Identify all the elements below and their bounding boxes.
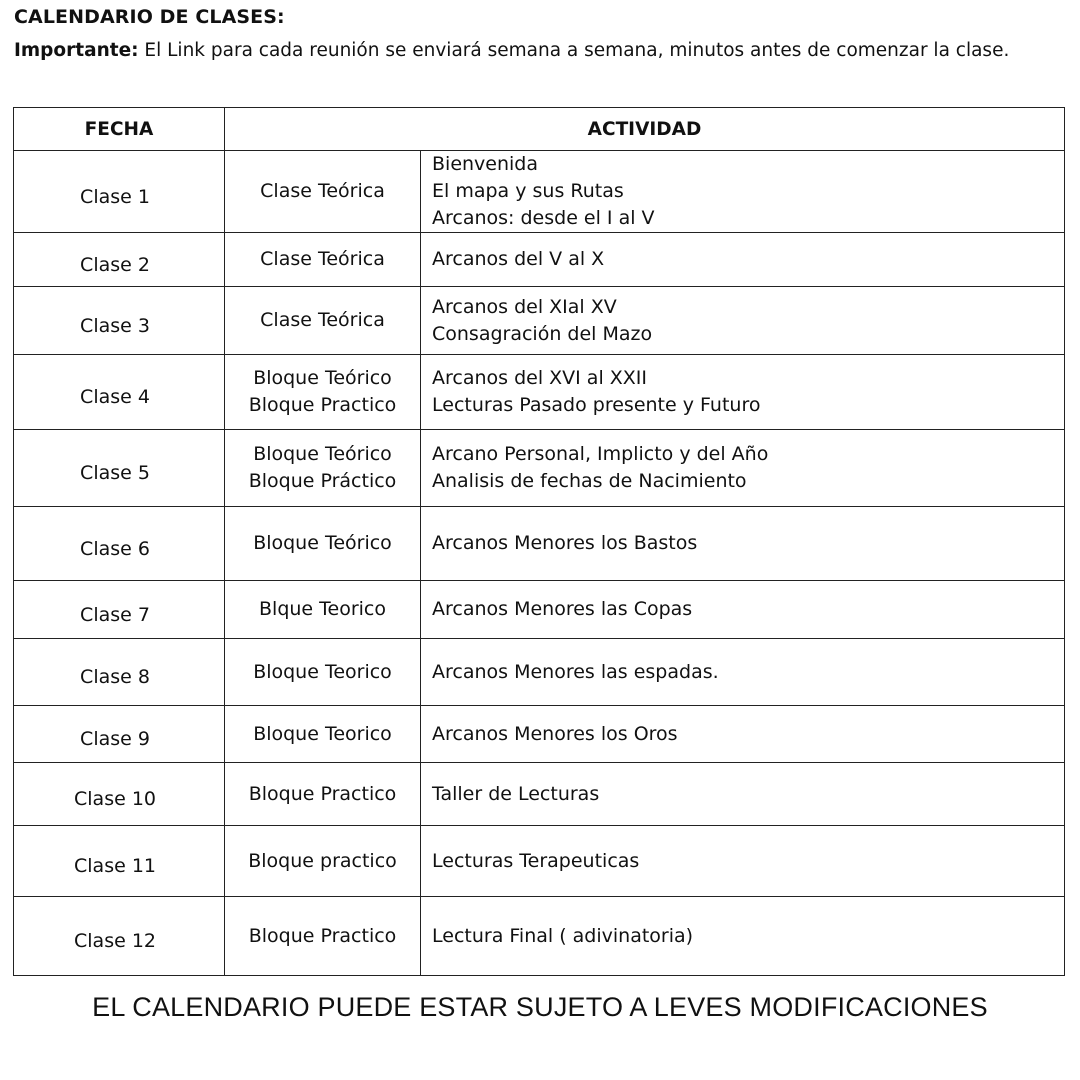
cell-fecha: Clase 11 [14, 826, 225, 897]
tipo-line: Bloque Teórico [253, 532, 392, 554]
cell-tipo [225, 639, 421, 706]
table-row [14, 287, 1065, 355]
cell-actividad [421, 507, 1065, 581]
tipo-line: Bloque Practico [248, 782, 397, 805]
actividad-line: Lecturas Terapeuticas [432, 849, 640, 872]
table-row [14, 430, 1065, 507]
cell-fecha: Clase 5 [14, 430, 225, 507]
tipo-line: Bloque Teorico [253, 660, 392, 683]
actividad-line: Arcano Personal, Implicto y del Año [432, 443, 769, 465]
cell-tipo [225, 151, 421, 233]
actividad-line: Arcanos Menores los Bastos [432, 532, 698, 554]
cell-actividad [421, 897, 1065, 976]
cell-tipo [225, 287, 421, 355]
cell-actividad [421, 355, 1065, 430]
tipo-line: Clase Teórica [260, 309, 385, 331]
cell-tipo [225, 581, 421, 639]
actividad-line: Analisis de fechas de Nacimiento [432, 470, 747, 492]
cell-actividad [421, 581, 1065, 639]
notice-text: El Link para cada reunión se enviará semana a semana, minutos antes de comenzar la clase. [138, 40, 1010, 61]
actividad-line: Consagración del Mazo [432, 322, 653, 345]
actividad-line: Taller de Lecturas [432, 782, 600, 805]
notice-label: Importante: [14, 40, 139, 61]
cell-fecha: Clase 12 [14, 897, 225, 976]
cell-actividad [421, 151, 1065, 233]
cell-tipo [225, 826, 421, 897]
cell-tipo [225, 355, 421, 430]
cell-fecha: Clase 4 [14, 355, 225, 430]
table-row [14, 639, 1065, 706]
class-calendar-table [13, 107, 1065, 976]
tipo-line: Bloque Practico [248, 394, 397, 416]
footer-disclaimer: EL CALENDARIO PUEDE ESTAR SUJETO A LEVES MODIFICACIONES [92, 992, 988, 1022]
important-notice [14, 37, 1014, 65]
cell-actividad [421, 430, 1065, 507]
tipo-line: Clase Teórica [260, 248, 385, 270]
actividad-line: Arcanos del V al X [432, 248, 605, 270]
table-row [14, 151, 1065, 233]
tipo-line: Bloque Teorico [253, 722, 392, 745]
tipo-line: Bloque Practico [248, 924, 397, 947]
actividad-line: Bienvenida [432, 153, 539, 175]
actividad-line: Lectura Final ( adivinatoria) [432, 924, 694, 947]
actividad-line: Arcanos: desde el I al V [432, 207, 655, 229]
tipo-line: Bloque Teórico [253, 367, 392, 389]
table-row [14, 581, 1065, 639]
cell-fecha: Clase 10 [14, 763, 225, 826]
cell-fecha: Clase 8 [14, 639, 225, 706]
cell-tipo [225, 706, 421, 763]
cell-tipo [225, 233, 421, 287]
cell-actividad [421, 826, 1065, 897]
cell-fecha: Clase 2 [14, 233, 225, 287]
cell-fecha: Clase 3 [14, 287, 225, 355]
cell-tipo [225, 507, 421, 581]
table-row [14, 507, 1065, 581]
cell-actividad [421, 233, 1065, 287]
cell-fecha: Clase 1 [14, 151, 225, 233]
cell-tipo [225, 763, 421, 826]
actividad-line: Arcanos Menores las Copas [432, 598, 693, 620]
cell-fecha: Clase 9 [14, 706, 225, 763]
table-header-row [14, 108, 1065, 151]
actividad-line: Arcanos Menores los Oros [432, 722, 678, 745]
cell-actividad [421, 706, 1065, 763]
cell-tipo [225, 430, 421, 507]
table-row [14, 897, 1065, 976]
table-row [14, 763, 1065, 826]
cell-actividad [421, 287, 1065, 355]
cell-fecha: Clase 7 [14, 581, 225, 639]
cell-actividad [421, 763, 1065, 826]
header-actividad: ACTIVIDAD [225, 108, 1065, 151]
table-row [14, 355, 1065, 430]
cell-actividad [421, 639, 1065, 706]
page-heading: CALENDARIO DE CLASES: [14, 6, 285, 28]
table-body [14, 151, 1065, 976]
cell-tipo [225, 897, 421, 976]
actividad-line: Arcanos del XIal XV [432, 295, 617, 318]
actividad-line: El mapa y sus Rutas [432, 180, 624, 202]
table-row [14, 233, 1065, 287]
table-row [14, 706, 1065, 763]
cell-fecha: Clase 6 [14, 507, 225, 581]
table-row [14, 826, 1065, 897]
tipo-line: Bloque Teórico [253, 443, 392, 465]
actividad-line: Arcanos del XVI al XXII [432, 367, 648, 389]
tipo-line: Bloque Práctico [248, 470, 397, 492]
header-fecha: FECHA [14, 108, 225, 151]
actividad-line: Lecturas Pasado presente y Futuro [432, 394, 761, 416]
tipo-line: Bloque practico [248, 849, 397, 872]
tipo-line: Clase Teórica [260, 180, 385, 202]
tipo-line: Blque Teorico [259, 598, 386, 620]
actividad-line: Arcanos Menores las espadas. [432, 660, 719, 683]
